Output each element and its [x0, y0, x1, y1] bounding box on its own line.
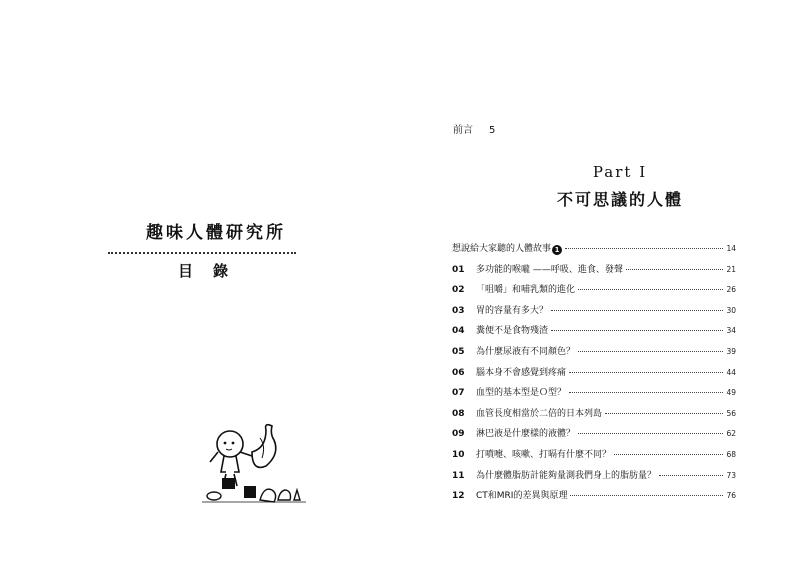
toc-title: 多功能的喉嚨 ——呼吸、進食、發聲 — [476, 264, 623, 275]
toc-title: 胃的容量有多大？ — [476, 305, 549, 316]
toc-page: 21 — [726, 264, 736, 274]
toc-row — [452, 447, 736, 468]
part-label: Part I — [592, 163, 648, 181]
contents-heading — [178, 260, 232, 281]
toc-leader — [578, 351, 723, 352]
toc-number: 01 — [452, 264, 465, 275]
floor-item-4 — [278, 490, 291, 500]
mascot-head — [217, 431, 243, 457]
toc-number: 09 — [452, 429, 465, 440]
book-title: 趣味人體研究所 — [146, 223, 286, 243]
toc-leader — [578, 289, 723, 290]
toc-page: 49 — [726, 388, 736, 398]
mascot-body — [221, 456, 239, 472]
toc-page: 30 — [726, 305, 736, 315]
toc-title: CT和MRI的差異與原理 — [476, 491, 568, 502]
toc-number: 10 — [452, 449, 465, 460]
toc-row — [452, 323, 736, 344]
toc-title: 糞便不是食物殘渣 — [476, 326, 549, 337]
toc-row — [452, 344, 736, 365]
floor-item-3 — [260, 489, 276, 502]
mascot-arm-left — [210, 452, 218, 462]
mascot-arm-right — [240, 452, 252, 456]
toc-row — [452, 426, 736, 447]
preface-page: 5 — [489, 125, 496, 136]
toc-number: 11 — [452, 470, 465, 481]
toc-number: 05 — [452, 346, 465, 357]
toc-number: 07 — [452, 388, 465, 399]
toc-leader — [605, 413, 723, 414]
toc-title: 血型的基本型是Ｏ型？ — [476, 388, 567, 399]
contents-heading-char-2: 錄 — [213, 262, 233, 280]
toc-title: 淋巴液是什麼樣的液體？ — [476, 429, 576, 440]
toc-entries — [452, 262, 736, 509]
toc-page: 14 — [726, 244, 736, 253]
toc-leader — [578, 433, 723, 434]
toc-row — [452, 282, 736, 303]
table-of-contents — [452, 241, 736, 509]
mascot-eye-left — [224, 442, 227, 445]
toc-row — [452, 468, 736, 489]
toc-title: 血管長度相當於二倍的日本列島 — [476, 408, 603, 419]
toc-leader — [614, 454, 723, 455]
organ-shape — [252, 425, 276, 468]
toc-number: 04 — [452, 326, 465, 337]
toc-row — [452, 488, 736, 509]
contents-heading-char-1: 目 — [178, 262, 198, 280]
toc-leader — [551, 310, 723, 311]
preface-label: 前言 — [453, 125, 473, 136]
toc-title: 為什麼尿液有不同顏色？ — [476, 346, 576, 357]
floor-item-1 — [207, 492, 221, 500]
toc-number: 02 — [452, 285, 465, 296]
toc-page: 76 — [726, 491, 736, 501]
toc-leader — [659, 475, 723, 476]
toc-leader — [626, 269, 724, 270]
floor-item-5 — [294, 490, 300, 500]
toc-title: 「咀嚼」和哺乳類的進化 — [476, 285, 576, 296]
toc-leader — [570, 495, 723, 496]
story-number-badge: 1 — [552, 245, 562, 255]
mascot-eye-right — [232, 442, 235, 445]
toc-page: 34 — [726, 326, 736, 336]
toc-page: 26 — [726, 285, 736, 295]
toc-number: 08 — [452, 408, 465, 419]
title-divider — [108, 252, 296, 254]
toc-title: 打噴嚏、咳嗽、打嗝有什麼不同？ — [476, 449, 612, 460]
toc-story-row — [452, 241, 736, 262]
toc-page: 73 — [726, 470, 736, 480]
toc-page: 56 — [726, 408, 736, 418]
part-title: 不可思議的人體 — [556, 190, 683, 209]
toc-title: 為什麼體脂肪計能夠量測我們身上的脂肪量？ — [476, 470, 657, 481]
toc-row — [452, 365, 736, 386]
floor-item-2 — [244, 486, 256, 498]
toc-leader — [569, 392, 723, 393]
toc-story-title — [452, 241, 562, 255]
toc-leader — [569, 372, 723, 373]
story-title-text: 想說給大家聽的人體故事 — [452, 244, 552, 254]
toc-leader — [565, 248, 723, 249]
toc-row — [452, 262, 736, 283]
toc-number: 12 — [452, 491, 465, 502]
toc-number: 03 — [452, 305, 465, 316]
toc-row — [452, 406, 736, 427]
toc-leader — [551, 330, 723, 331]
toc-page: 44 — [726, 367, 736, 377]
mascot-illustration — [200, 422, 310, 512]
preface-entry — [453, 121, 495, 136]
toc-page: 68 — [726, 449, 736, 459]
toc-row — [452, 303, 736, 324]
toc-page: 39 — [726, 346, 736, 356]
toc-title: 腦本身不會感覺到疼痛 — [476, 367, 567, 378]
toc-page: 62 — [726, 429, 736, 439]
toc-row — [452, 385, 736, 406]
toc-number: 06 — [452, 367, 465, 378]
